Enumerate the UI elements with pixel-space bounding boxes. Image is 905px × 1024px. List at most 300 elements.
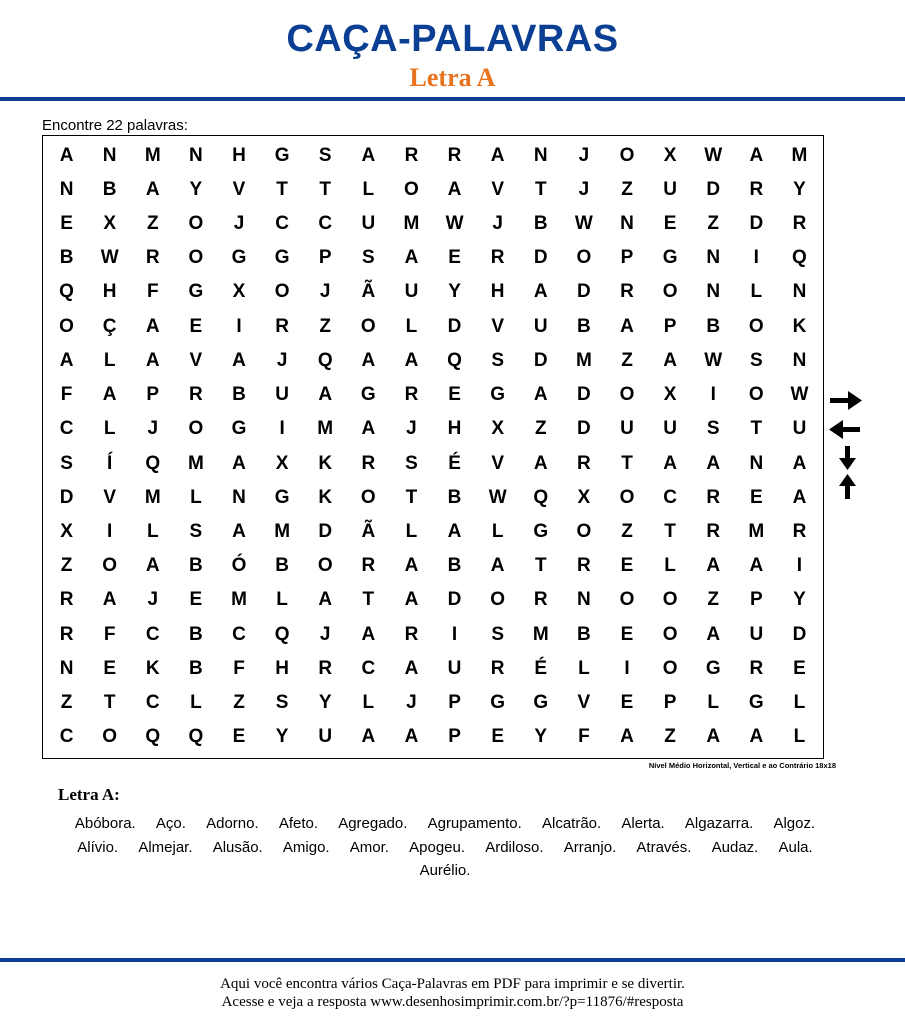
grid-cell: M — [144, 486, 161, 508]
grid-cell: D — [59, 486, 74, 508]
arrow-left-icon — [829, 420, 860, 439]
grid-cell: E — [448, 384, 461, 406]
grid-cell: F — [233, 657, 245, 679]
grid-cell: N — [749, 452, 764, 474]
grid-cell: Í — [107, 452, 113, 474]
grid-cell: B — [706, 315, 721, 337]
grid-cell: Z — [233, 692, 245, 714]
grid-cell: S — [749, 349, 763, 371]
grid-cell: D — [533, 349, 548, 371]
grid-cell: A — [318, 384, 333, 406]
grid-cell: A — [533, 384, 548, 406]
grid-cell: T — [750, 418, 763, 440]
grid-cell: Ã — [361, 521, 376, 543]
grid-cell: U — [447, 657, 462, 679]
arrow-up-icon — [839, 474, 856, 499]
grid-cell: I — [236, 315, 242, 337]
grid-cell: J — [406, 692, 417, 714]
grid-cell: U — [275, 384, 289, 406]
grid-cell: R — [749, 178, 764, 200]
grid-cell: G — [274, 486, 290, 508]
grid-cell: W — [790, 384, 809, 406]
grid-cell: A — [361, 726, 376, 748]
grid-cell: Z — [707, 589, 720, 611]
grid-cell: A — [59, 349, 74, 371]
grid-cell: N — [189, 144, 203, 166]
grid-cell: O — [317, 555, 333, 577]
grid-cell: G — [662, 247, 678, 269]
grid-cell: R — [145, 247, 160, 269]
grid-cell: R — [404, 623, 419, 645]
grid-cell: P — [663, 315, 677, 337]
grid-cell: T — [276, 178, 288, 200]
grid-cell: W — [445, 213, 464, 235]
grid-cell: X — [60, 521, 73, 543]
grid-cell: Ó — [231, 555, 247, 577]
grid-cell: N — [706, 247, 721, 269]
grid-cell: A — [59, 144, 74, 166]
grid-cell: G — [705, 657, 721, 679]
grid-cell: E — [60, 213, 73, 235]
grid-cell: C — [275, 213, 289, 235]
grid-cell: B — [275, 555, 289, 577]
grid-cell: O — [662, 281, 678, 303]
grid-cell: M — [791, 144, 808, 166]
grid-cell: A — [404, 657, 419, 679]
grid-cell: G — [490, 692, 506, 714]
grid-cell: J — [147, 589, 159, 611]
difficulty-label: Nível Médio Horizontal, Vertical e ao Contrário 18x18 — [648, 761, 836, 770]
grid-cell: M — [231, 589, 247, 611]
grid-cell: M — [317, 418, 334, 440]
grid-cell: E — [232, 726, 246, 748]
word-item: Ardiloso. — [485, 838, 544, 856]
grid-cell: X — [663, 384, 677, 406]
grid-cell: Y — [793, 178, 806, 200]
grid-cell: O — [360, 315, 376, 337]
grid-cell: B — [577, 623, 591, 645]
grid-cell: I — [107, 521, 113, 543]
grid-cell: O — [102, 726, 118, 748]
grid-cell: J — [276, 349, 288, 371]
grid-cell: Q — [274, 623, 290, 645]
grid-cell: J — [578, 178, 590, 200]
grid-cell: L — [276, 589, 288, 611]
grid-cell: S — [706, 418, 720, 440]
grid-cell: K — [318, 452, 333, 474]
grid-cell: E — [448, 247, 461, 269]
grid-cell: G — [231, 418, 247, 440]
grid-cell: L — [103, 349, 116, 371]
grid-cell: F — [60, 384, 73, 406]
grid-cell: D — [706, 178, 721, 200]
grid-cell: T — [664, 521, 676, 543]
grid-cell: L — [793, 692, 806, 714]
grid-cell: A — [232, 349, 246, 371]
grid-cell: H — [447, 418, 462, 440]
grid-cell: M — [532, 623, 549, 645]
grid-cell: L — [578, 657, 590, 679]
grid-cell: N — [59, 657, 74, 679]
grid-cell: O — [662, 623, 678, 645]
grid-cell: O — [576, 247, 592, 269]
grid-cell: X — [663, 144, 677, 166]
grid-cell: A — [361, 623, 376, 645]
grid-cell: V — [491, 452, 504, 474]
grid-cell: A — [404, 726, 419, 748]
grid-cell: R — [792, 213, 807, 235]
grid-cell: A — [706, 726, 721, 748]
word-item: Aço. — [155, 815, 186, 832]
grid-cell: Z — [621, 521, 633, 543]
word-item: Almejar. — [138, 838, 193, 856]
grid-cell: O — [619, 144, 635, 166]
grid-cell: A — [232, 521, 246, 543]
grid-cell: O — [619, 384, 635, 406]
grid-cell: X — [491, 418, 504, 440]
grid-cell: Y — [275, 726, 289, 748]
grid-cell: W — [488, 486, 507, 508]
grid-cell: T — [362, 589, 375, 611]
grid-cell: Z — [60, 555, 73, 577]
grid-cell: B — [577, 315, 591, 337]
word-item: Alcatrão. — [542, 815, 602, 832]
page-subtitle: Letra A — [409, 63, 496, 92]
grid-cell: Q — [533, 486, 549, 508]
word-item: Audaz. — [711, 838, 759, 856]
grid-cell: A — [145, 555, 160, 577]
grid-cell: A — [663, 349, 677, 371]
grid-cell: R — [706, 486, 721, 508]
grid-cell: C — [145, 692, 160, 714]
grid-cell: M — [575, 349, 592, 371]
grid-cell: G — [231, 247, 247, 269]
grid-cell: A — [792, 452, 807, 474]
grid-cell: O — [102, 555, 118, 577]
grid-cell: A — [361, 144, 376, 166]
grid-cell: R — [706, 521, 721, 543]
grid-cell: R — [749, 657, 764, 679]
grid-cell: N — [533, 144, 548, 166]
grid-cell: J — [492, 213, 503, 235]
grid-cell: O — [662, 589, 678, 611]
grid-cell: O — [188, 418, 204, 440]
word-item: Aula. — [778, 838, 813, 856]
word-item: Agrupamento. — [427, 815, 522, 832]
grid-cell: T — [621, 452, 633, 474]
grid-cell: C — [59, 418, 74, 440]
grid-cell: Q — [188, 726, 204, 748]
grid-cell: C — [318, 213, 333, 235]
grid-cell: A — [749, 555, 764, 577]
grid-cell: S — [318, 144, 332, 166]
grid-cell: A — [792, 486, 807, 508]
word-item: Apogeu. — [409, 838, 466, 856]
grid-cell: A — [749, 726, 764, 748]
grid-cell: A — [404, 555, 419, 577]
grid-cell: D — [447, 315, 462, 337]
grid-cell: A — [663, 452, 677, 474]
grid-cell: R — [404, 144, 419, 166]
grid-cell: O — [662, 657, 678, 679]
grid-cell: O — [748, 315, 764, 337]
header-divider — [0, 97, 905, 101]
grid-cell: T — [534, 555, 547, 577]
grid-cell: U — [620, 418, 634, 440]
letter-grid — [42, 135, 824, 759]
grid-cell: C — [59, 726, 74, 748]
word-item: Amor. — [349, 838, 389, 856]
grid-cell: R — [533, 589, 548, 611]
grid-cell: Y — [793, 589, 806, 611]
grid-cell: U — [749, 623, 764, 645]
grid-cell: Q — [145, 726, 161, 748]
arrow-right-icon — [830, 391, 862, 410]
grid-cell: S — [491, 349, 504, 371]
grid-cell: Z — [621, 178, 633, 200]
grid-cell: M — [187, 452, 204, 474]
grid-cell: E — [793, 657, 806, 679]
grid-cell: W — [704, 144, 723, 166]
grid-cell: O — [188, 247, 204, 269]
grid-cell: N — [792, 349, 807, 371]
grid-cell: U — [361, 213, 376, 235]
grid-cell: H — [490, 281, 505, 303]
grid-cell: U — [533, 315, 548, 337]
grid-cell: A — [706, 452, 721, 474]
word-item: Abóbora. — [74, 815, 136, 832]
grid-cell: Y — [189, 178, 203, 200]
grid-cell: R — [189, 384, 203, 406]
grid-cell: L — [405, 315, 418, 337]
grid-cell: E — [189, 589, 203, 611]
grid-cell: L — [190, 486, 202, 508]
grid-cell: B — [59, 247, 74, 269]
grid-cell: B — [447, 555, 462, 577]
grid-cell: X — [577, 486, 591, 508]
grid-cell: Q — [145, 452, 161, 474]
word-item: Algoz. — [773, 815, 816, 832]
grid-cell: B — [189, 657, 203, 679]
grid-cell: C — [663, 486, 677, 508]
grid-cell: W — [574, 213, 593, 235]
grid-cell: I — [753, 247, 759, 269]
grid-cell: U — [792, 418, 807, 440]
grid-cell: E — [749, 486, 763, 508]
grid-cell: R — [792, 521, 807, 543]
grid-cell: T — [405, 486, 418, 508]
word-list — [60, 812, 830, 883]
word-list-title: Letra A: — [58, 785, 120, 804]
grid-cell: I — [796, 555, 803, 577]
grid-cell: F — [578, 726, 590, 748]
grid-cell: B — [232, 384, 246, 406]
grid-cell: R — [620, 281, 634, 303]
grid-cell: A — [490, 144, 505, 166]
grid-cell: X — [232, 281, 246, 303]
grid-cell: L — [793, 726, 806, 748]
grid-cell: Ç — [102, 315, 117, 337]
footer-line-2: Acesse e veja a resposta www.desenhosimprimir.com.br/?p=11876/#resposta — [221, 994, 684, 1010]
grid-cell: G — [490, 384, 506, 406]
word-item: Através. — [636, 838, 692, 856]
grid-cell: V — [103, 486, 116, 508]
grid-cell: E — [620, 555, 634, 577]
grid-cell: W — [704, 349, 723, 371]
grid-cell: A — [102, 384, 117, 406]
grid-cell: É — [534, 657, 548, 679]
grid-cell: P — [448, 726, 461, 748]
grid-cell: Ã — [361, 281, 376, 303]
grid-cell: O — [619, 486, 635, 508]
grid-cell: R — [490, 247, 505, 269]
grid-cell: É — [448, 452, 461, 474]
grid-cell: Y — [318, 692, 332, 714]
grid-cell: L — [146, 521, 159, 543]
grid-cell: I — [451, 623, 458, 645]
grid-cell: J — [319, 281, 331, 303]
word-item: Algazarra. — [684, 815, 754, 832]
grid-cell: T — [319, 178, 332, 200]
grid-cell: J — [406, 418, 417, 440]
grid-cell: S — [275, 692, 289, 714]
grid-cell: J — [147, 418, 159, 440]
grid-cell: A — [620, 726, 634, 748]
grid-cell: H — [275, 657, 289, 679]
grid-cell: L — [664, 555, 676, 577]
grid-cell: D — [577, 418, 591, 440]
grid-cell: A — [145, 315, 160, 337]
word-item: Arranjo. — [563, 838, 617, 856]
grid-cell: D — [792, 623, 807, 645]
grid-cell: Q — [447, 349, 462, 371]
word-item: Agregado. — [338, 815, 408, 832]
grid-cell: O — [619, 589, 635, 611]
grid-cell: F — [103, 623, 116, 645]
grid-cell: P — [146, 384, 160, 406]
grid-cell: M — [144, 144, 161, 166]
grid-cell: N — [577, 589, 591, 611]
grid-cell: D — [577, 281, 591, 303]
grid-cell: R — [361, 452, 376, 474]
grid-cell: Q — [317, 349, 333, 371]
grid-cell: N — [620, 213, 634, 235]
word-item: Alerta. — [621, 815, 665, 832]
grid-cell: U — [663, 178, 677, 200]
grid-cell: U — [404, 281, 419, 303]
grid-cell: L — [491, 521, 504, 543]
grid-cell: I — [624, 657, 630, 679]
grid-cell: V — [189, 349, 203, 371]
grid-cell: T — [534, 178, 547, 200]
word-item: Alívio. — [77, 838, 119, 856]
grid-cell: A — [404, 589, 419, 611]
grid-cell: H — [232, 144, 246, 166]
grid-cell: A — [490, 555, 505, 577]
grid-cell: P — [620, 247, 634, 269]
grid-cell: S — [189, 521, 203, 543]
grid-cell: R — [577, 555, 591, 577]
grid-cell: A — [447, 178, 462, 200]
grid-cell: N — [792, 281, 807, 303]
grid-cell: G — [188, 281, 204, 303]
grid-cell: X — [103, 213, 116, 235]
grid-cell: R — [404, 384, 419, 406]
grid-cell: C — [232, 623, 246, 645]
grid-cell: O — [576, 521, 592, 543]
grid-cell: G — [360, 384, 376, 406]
grid-cell: M — [403, 213, 420, 235]
grid-cell: Q — [792, 247, 807, 269]
grid-cell: N — [706, 281, 721, 303]
grid-cell: E — [189, 315, 203, 337]
grid-cell: F — [146, 281, 159, 303]
grid-cell: A — [102, 589, 117, 611]
grid-cell: A — [145, 178, 160, 200]
grid-cell: U — [318, 726, 333, 748]
grid-cell: A — [361, 349, 376, 371]
grid-cell: A — [533, 452, 548, 474]
grid-cell: J — [233, 213, 245, 235]
grid-cell: E — [491, 726, 504, 748]
grid-cell: Q — [59, 281, 74, 303]
grid-cell: S — [60, 452, 73, 474]
grid-cell: Z — [534, 418, 547, 440]
grid-cell: D — [577, 384, 591, 406]
grid-cell: A — [361, 418, 376, 440]
grid-cell: O — [748, 384, 764, 406]
grid-cell: D — [447, 589, 462, 611]
grid-cell: R — [490, 657, 505, 679]
grid-cell: C — [145, 623, 160, 645]
grid-cell: V — [232, 178, 246, 200]
grid-cell: P — [448, 692, 461, 714]
grid-cell: P — [318, 247, 332, 269]
grid-cell: Y — [448, 281, 461, 303]
grid-cell: S — [361, 247, 375, 269]
grid-cell: B — [447, 486, 462, 508]
grid-cell: D — [533, 247, 548, 269]
grid-cell: U — [663, 418, 677, 440]
grid-cell: A — [706, 555, 721, 577]
instruction-text: Encontre 22 palavras: — [42, 117, 188, 134]
grid-cell: L — [707, 692, 720, 714]
grid-cell: R — [361, 555, 376, 577]
word-item: Alusão. — [212, 838, 263, 856]
grid-cell: A — [232, 452, 246, 474]
grid-cell: K — [145, 657, 160, 679]
grid-cell: J — [578, 144, 590, 166]
grid-cell: K — [792, 315, 807, 337]
grid-cell: Z — [60, 692, 73, 714]
grid-cell: C — [361, 657, 376, 679]
word-item: Amigo. — [282, 838, 330, 856]
grid-cell: D — [318, 521, 333, 543]
grid-cell: A — [533, 281, 548, 303]
grid-cell: O — [360, 486, 376, 508]
word-item: Aurélio. — [419, 862, 471, 879]
grid-cell: B — [189, 623, 203, 645]
grid-cell: K — [318, 486, 333, 508]
grid-cell: R — [275, 315, 289, 337]
grid-cell: I — [279, 418, 285, 440]
grid-cell: Z — [621, 349, 633, 371]
grid-cell: E — [620, 692, 634, 714]
grid-cell: B — [533, 213, 548, 235]
grid-cell: N — [59, 178, 74, 200]
grid-cell: Z — [319, 315, 332, 337]
grid-cell: R — [447, 144, 462, 166]
